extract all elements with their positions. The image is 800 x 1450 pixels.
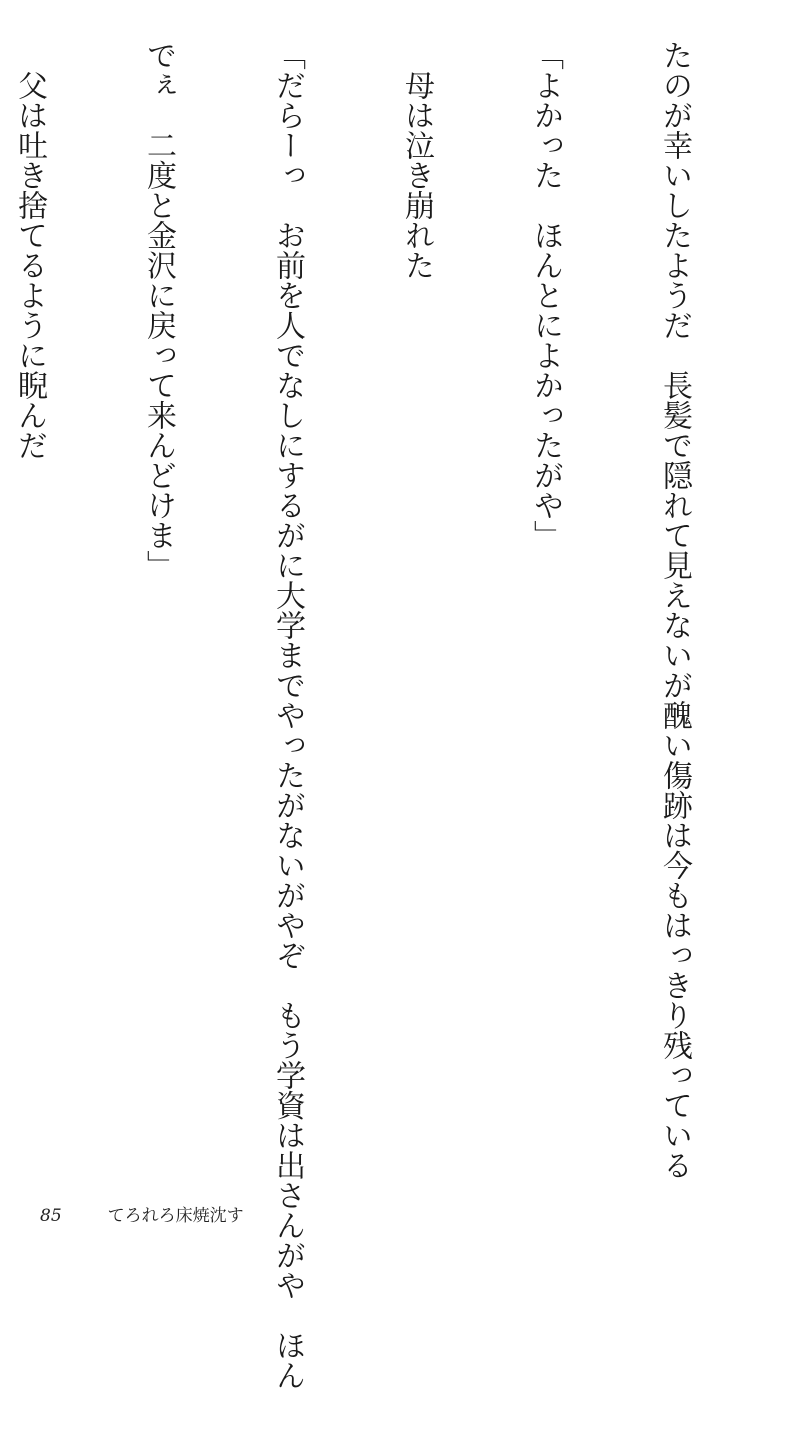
text-line: 「だらーっ お前を人でなしにするがに大学までやったがないがやぞ もう学資は出さんがや ほん [270,40,305,1390]
page-number: 85 [40,1206,62,1226]
book-title: てろれろ床焼沈す [107,1206,244,1226]
page-footer [40,1204,244,1228]
text-line: 母は泣き崩れた [399,40,434,280]
text-line: 「よかった ほんとによかったがや」 [528,40,563,550]
text-line: たのが幸いしたようだ 長髪で隠れて見えないが醜い傷跡は今もはっきり残っている [657,40,692,1180]
text-line: 父は吐き捨てるように睨んだ [12,40,47,460]
text-line: でぇ 二度と金沢に戻って来んどけま」 [141,40,176,580]
